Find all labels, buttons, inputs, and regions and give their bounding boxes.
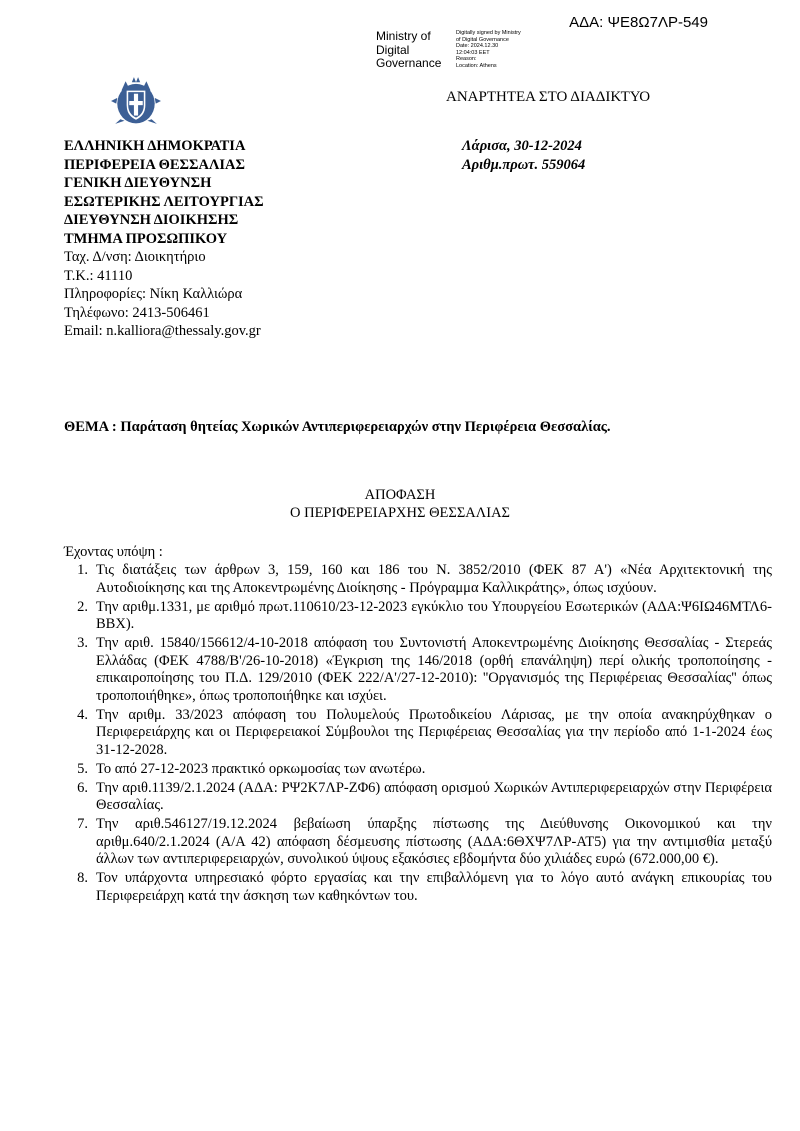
signature-meta-line: Location: Athens	[456, 62, 497, 69]
item-text: Τον υπάρχοντα υπηρεσιακό φόρτο εργασίας και την επιβαλλόμενη για το λόγο αυτό ανάγκη επικουρίας του Περιφερειάρχη κατά την άσκηση των καθηκόντων του.	[96, 870, 772, 904]
item-number: 7.	[77, 816, 88, 832]
signer-line: Ministry of	[376, 29, 431, 43]
list-item	[64, 599, 774, 634]
digital-signature-meta	[456, 30, 521, 70]
item-number: 2.	[77, 598, 88, 615]
item-number: 6.	[77, 779, 88, 796]
date-protocol-block	[462, 137, 585, 174]
item-text: Την αριθ. 15840/156612/4-10-2018 απόφαση του Συντονιστή Αποκεντρωμένης Διοίκησης Θεσσαλίας - Στερεάς Ελλάδας (ΦΕΚ 4788/Β'/26-10-2018) «Έγκριση της 146/2018 (ορθή επανάληψη) περί ολικής τροποποίησης - επικαιροποίησης του Π.Δ. 129/2010 (ΦΕΚ 222/Α'/27-12-2010): ''Οργανισμός της Περιφέρειας Θεσσαλίας'' όπως τροποποιήθηκε», όπως τροποποιήθηκε και ισχύει.	[96, 635, 772, 704]
signature-meta-line: 12:04:03 EET	[456, 49, 490, 56]
decision-subtitle: Ο ΠΕΡΙΦΕΡΕΙΑΡΧΗΣ ΘΕΣΣΑΛΙΑΣ	[290, 505, 510, 521]
item-text: Την αριθ.1139/2.1.2024 (ΑΔΑ: ΡΨ2Κ7ΛΡ-ΖΦ6) απόφαση ορισμού Χωρικών Αντιπεριφερειαρχών στην Περιφέρεια Θεσσαλίας.	[96, 779, 772, 813]
contact-postcode: Τ.Κ.: 41110	[64, 267, 133, 284]
authority-line: ΕΣΩΤΕΡΙΚΗΣ ΛΕΙΤΟΥΡΓΙΑΣ	[64, 193, 264, 210]
item-text: Την αριθμ. 33/2023 απόφαση του Πολυμελούς Πρωτοδικείου Λάρισας, με την οποία ανακηρύχθηκαν ο Περιφερειάρχης και οι Περιφερειακοί Σύμβουλοι της Περιφέρειας Θεσσαλίας για την περίοδο από 1-1-2024 έως 31-12-2028.	[96, 706, 772, 758]
signer-line: Digital	[376, 42, 410, 57]
authority-line: ΤΜΗΜΑ ΠΡΟΣΩΠΙΚΟΥ	[64, 230, 228, 247]
decision-heading	[0, 486, 800, 522]
item-text: Την αριθμ.1331, με αριθμό πρωτ.110610/23-12-2023 εγκύκλιο του Υπουργείου Εσωτερικών (ΑΔΑ:Ψ6ΙΩ46ΜΤΛ6-ΒΒΧ).	[96, 598, 772, 632]
list-item	[64, 707, 774, 760]
signature-meta-line: Digitally signed by Ministry	[456, 30, 521, 36]
ada-code: ΑΔΑ: ΨΕ8Ω7ΛΡ-549	[569, 14, 708, 31]
item-number: 8.	[77, 870, 88, 886]
authority-line: ΠΕΡΙΦΕΡΕΙΑ ΘΕΣΣΑΛΙΑΣ	[64, 156, 245, 173]
considerations-list	[64, 562, 774, 907]
authority-line: ΕΛΛΗΝΙΚΗ ΔΗΜΟΚΡΑΤΙΑ	[64, 138, 246, 154]
considering-intro: Έχοντας υπόψη :	[64, 544, 163, 560]
publish-note: ΑΝΑΡΤΗΤΕΑ ΣΤΟ ΔΙΑΔΙΚΤΥΟ	[446, 89, 651, 105]
authority-line: ΓΕΝΙΚΗ ΔΙΕΥΘΥΝΣΗ	[64, 175, 212, 191]
item-number: 3.	[77, 635, 88, 651]
item-text: Το από 27-12-2023 πρακτικό ορκωμοσίας των ανωτέρω.	[96, 760, 426, 777]
item-number: 1.	[77, 562, 88, 578]
greek-coat-of-arms-icon	[110, 75, 162, 127]
document-date: Λάρισα, 30-12-2024	[462, 138, 582, 154]
signature-meta-line: Date: 2024.12.30	[456, 43, 499, 50]
protocol-number: Αριθμ.πρωτ. 559064	[462, 156, 586, 173]
list-item	[64, 635, 774, 705]
list-item	[64, 780, 774, 815]
digital-signature-signer	[376, 30, 441, 71]
contact-person: Πληροφορίες: Νίκη Καλλιώρα	[64, 286, 243, 302]
list-item	[64, 761, 774, 779]
list-item	[64, 870, 774, 905]
list-item	[64, 562, 774, 597]
item-text: Τις διατάξεις των άρθρων 3, 159, 160 και 186 του Ν. 3852/2010 (ΦΕΚ 87 Α') «Νέα Αρχιτεκτονική της Αυτοδιοίκησης και της Αποκεντρωμένης Διοίκησης - Πρόγραμμα Καλλικράτης», όπως ισχύουν.	[96, 562, 772, 596]
authority-line: ΔΙΕΥΘΥΝΣΗ ΔΙΟΙΚΗΣΗΣ	[64, 212, 239, 228]
item-number: 4.	[77, 706, 88, 723]
signer-line: Governance	[376, 56, 442, 70]
item-text: Την αριθ.546127/19.12.2024 βεβαίωση ύπαρξης πίστωσης της Διεύθυνσης Οικονομικού και την αριθμ.640/2.1.2024 (Α/Α 42) απόφαση δέσμευσης πίστωσης (ΑΔΑ:6ΘΧΨ7ΛΡ-ΑΤ5) για την αντιμισθία μεταξύ άλλων των αντιπεριφερειαρχών, συνολικού ύψους εξακόσιες εβδομήντα δύο χιλιάδες ευρώ (672.000,00 €).	[96, 816, 772, 867]
signature-meta-line: Reason:	[456, 56, 477, 63]
decision-title: ΑΠΟΦΑΣΗ	[364, 487, 436, 503]
contact-address: Ταχ. Δ/νση: Διοικητήριο	[64, 249, 206, 265]
signature-meta-line: of Digital Governance	[456, 36, 509, 43]
item-number: 5.	[77, 760, 88, 777]
issuing-authority	[64, 137, 264, 341]
contact-phone: Τηλέφωνο: 2413-506461	[64, 304, 210, 321]
subject-line: ΘΕΜΑ : Παράταση θητείας Χωρικών Αντιπεριφερειαρχών στην Περιφέρεια Θεσσαλίας.	[64, 419, 611, 435]
contact-email: Email: n.kalliora@thessaly.gov.gr	[64, 323, 261, 339]
list-item	[64, 816, 774, 869]
